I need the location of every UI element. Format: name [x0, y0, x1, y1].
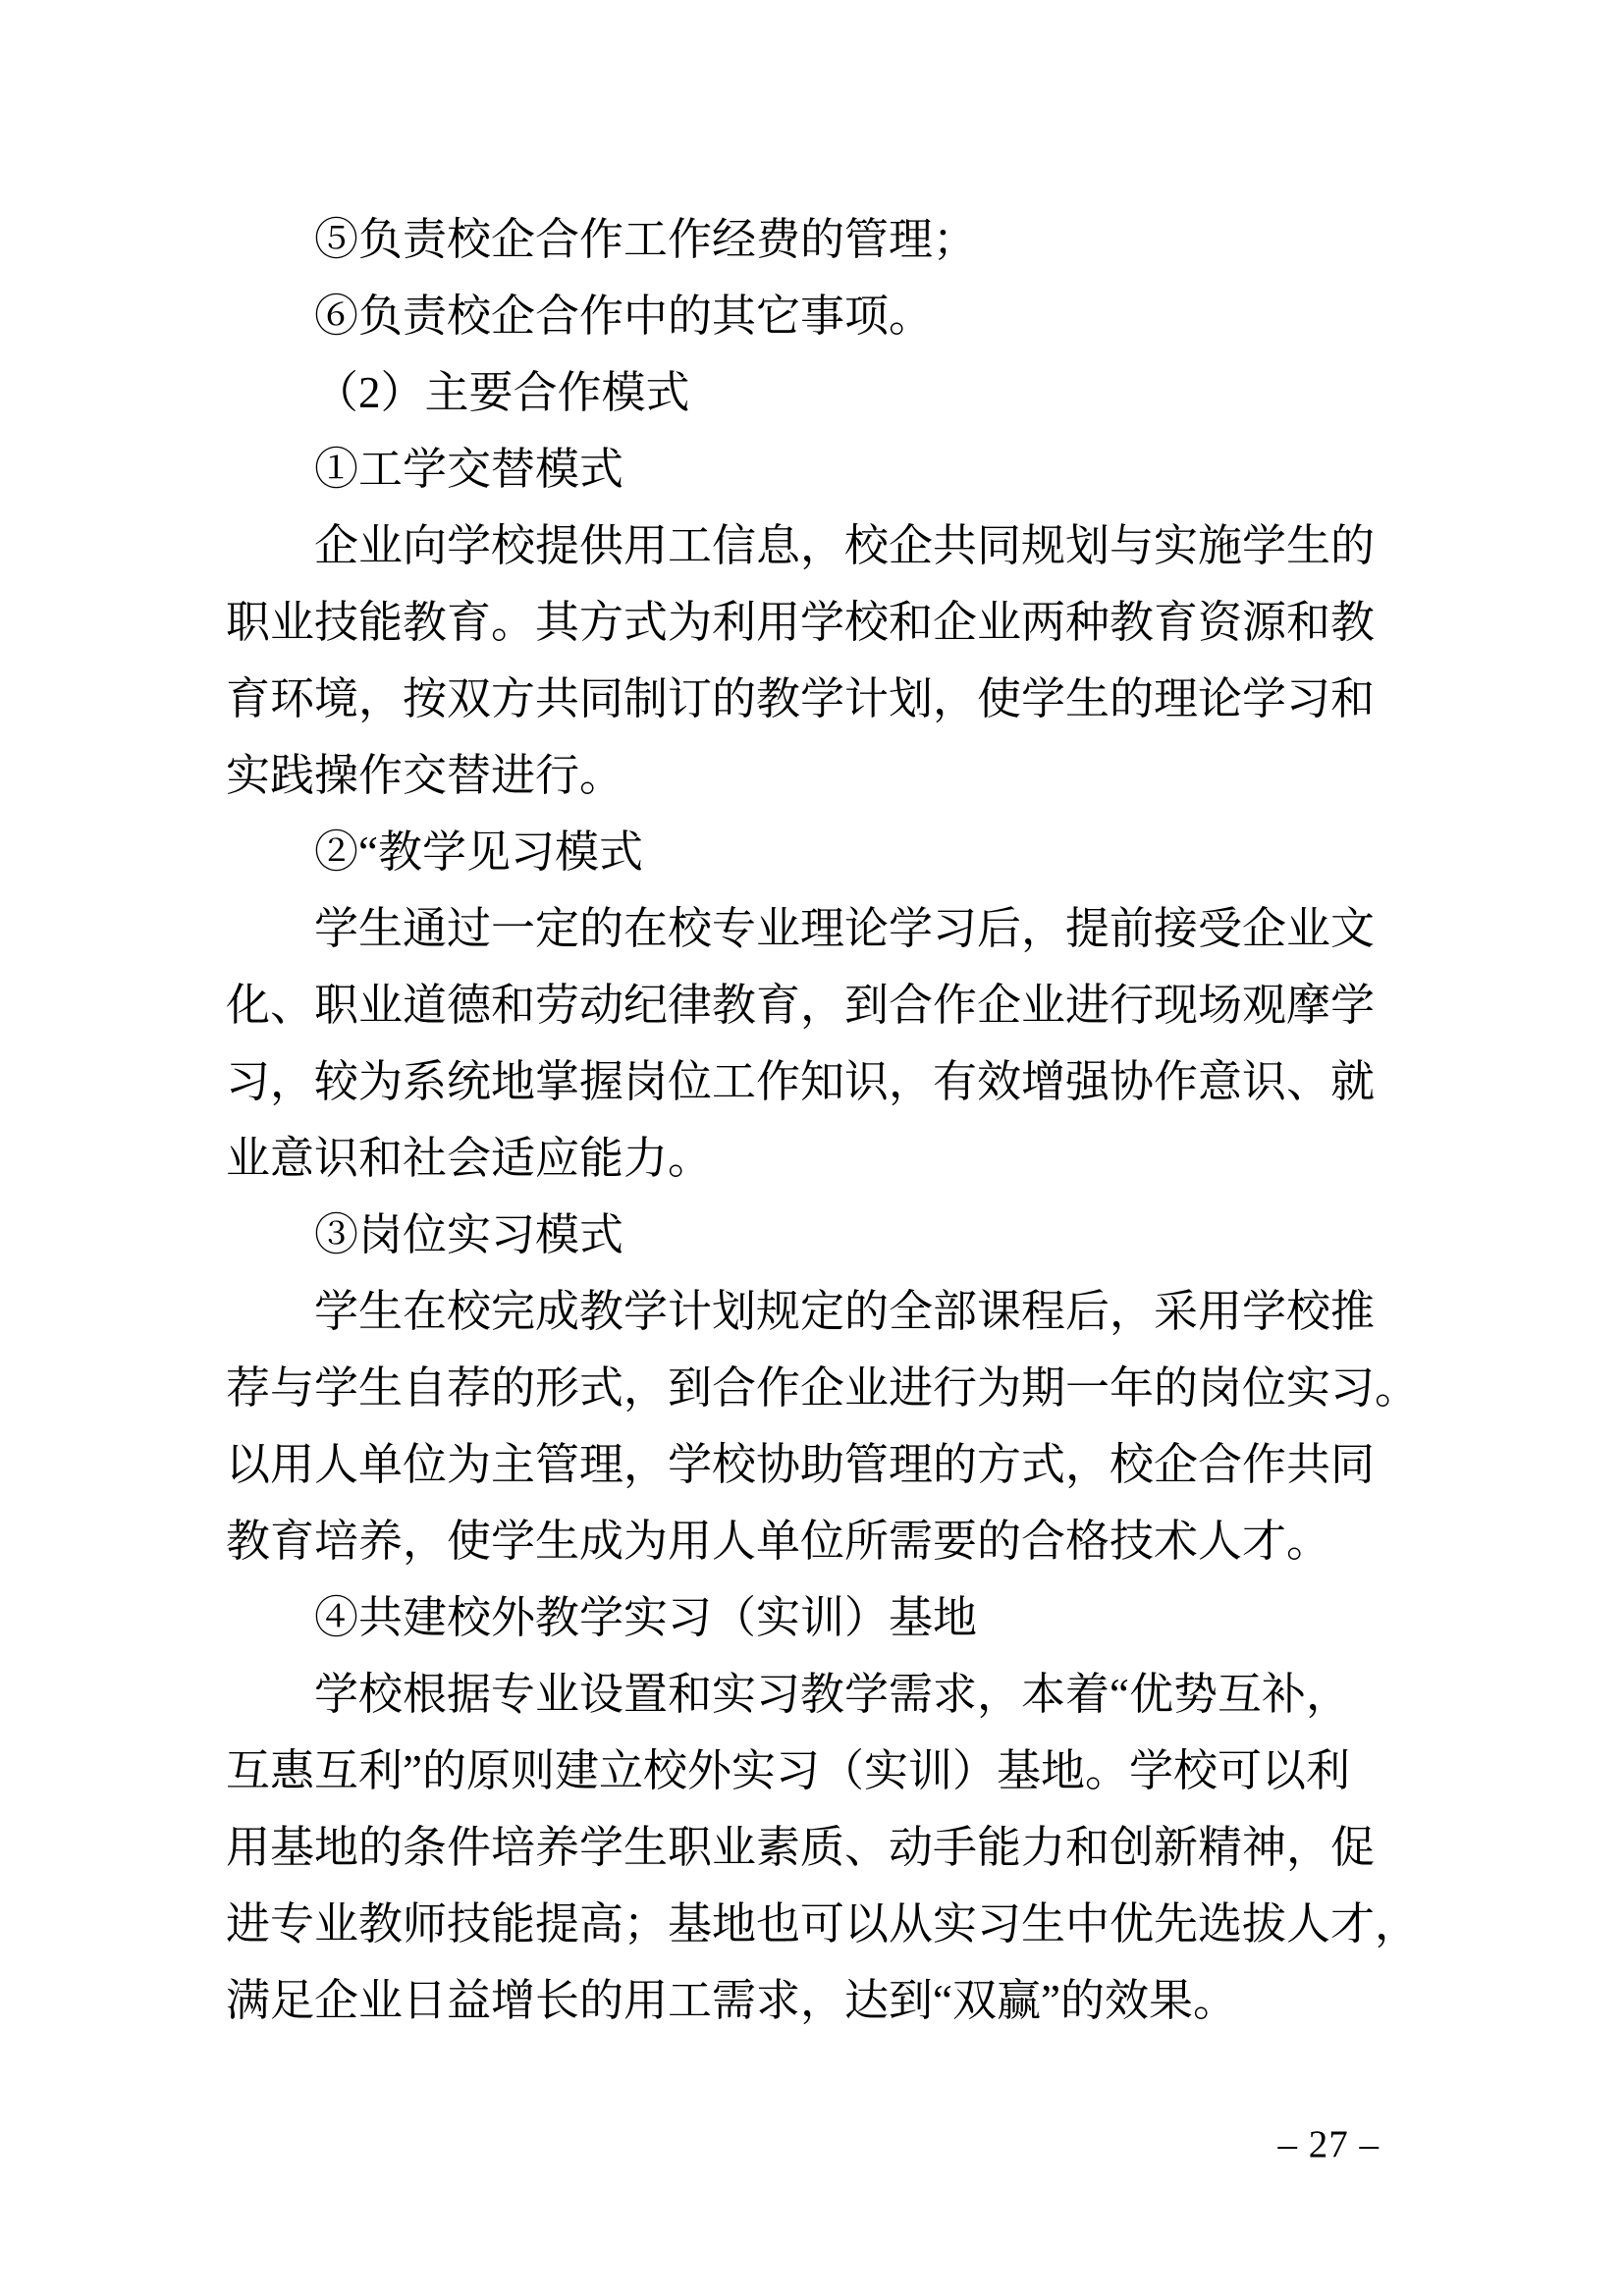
text-line: ①工学交替模式	[314, 445, 624, 494]
text-line: 荐与学生自荐的形式，到合作企业进行为期一年的岗位实习。	[226, 1363, 1420, 1413]
text-line: ④共建校外教学实习（实训）基地	[314, 1593, 978, 1642]
text-line: 学校根据专业设置和实习教学需求，本着“优势互补，	[314, 1670, 1350, 1719]
text-line: （2）主要合作模式	[314, 368, 690, 417]
text-line: 企业向学校提供用工信息，校企共同规划与实施学生的	[314, 521, 1376, 570]
text-line: ③岗位实习模式	[314, 1210, 624, 1259]
text-line: 互惠互利”的原则建立校外实习（实训）基地。学校可以利	[226, 1746, 1350, 1795]
text-line: 学生通过一定的在校专业理论学习后，提前接受企业文	[314, 904, 1376, 953]
text-line: 进专业教师技能提高；基地也可以从实习生中优先选拔人才，	[226, 1899, 1420, 1949]
text-line: 育环境，按双方共同制订的教学计划，使学生的理论学习和	[226, 674, 1376, 723]
text-line: 习，较为系统地掌握岗位工作知识，有效增强协作意识、就	[226, 1057, 1376, 1106]
body-text	[226, 201, 1420, 2039]
text-line: ⑤负责校企合作工作经费的管理；	[314, 215, 978, 264]
text-line: 化、职业道德和劳动纪律教育，到合作企业进行现场观摩学	[226, 981, 1376, 1030]
text-line: 职业技能教育。其方式为利用学校和企业两种教育资源和教	[226, 598, 1376, 647]
text-line: 用基地的条件培养学生职业素质、动手能力和创新精神，促	[226, 1823, 1376, 1872]
text-line: 教育培养，使学生成为用人单位所需要的合格技术人才。	[226, 1517, 1331, 1566]
text-line: ⑥负责校企合作中的其它事项。	[314, 292, 934, 341]
text-line: 业意识和社会适应能力。	[226, 1134, 713, 1183]
text-line: 满足企业日益增长的用工需求，达到“双赢”的效果。	[226, 1976, 1237, 2025]
text-line: 学生在校完成教学计划规定的全部课程后，采用学校推	[314, 1287, 1376, 1336]
page-number: – 27 –	[1277, 2123, 1380, 2165]
text-line: ②“教学见习模式	[314, 828, 643, 877]
text-line: 实践操作交替进行。	[226, 751, 624, 800]
text-line: 以用人单位为主管理，学校协助管理的方式，校企合作共同	[226, 1440, 1376, 1489]
